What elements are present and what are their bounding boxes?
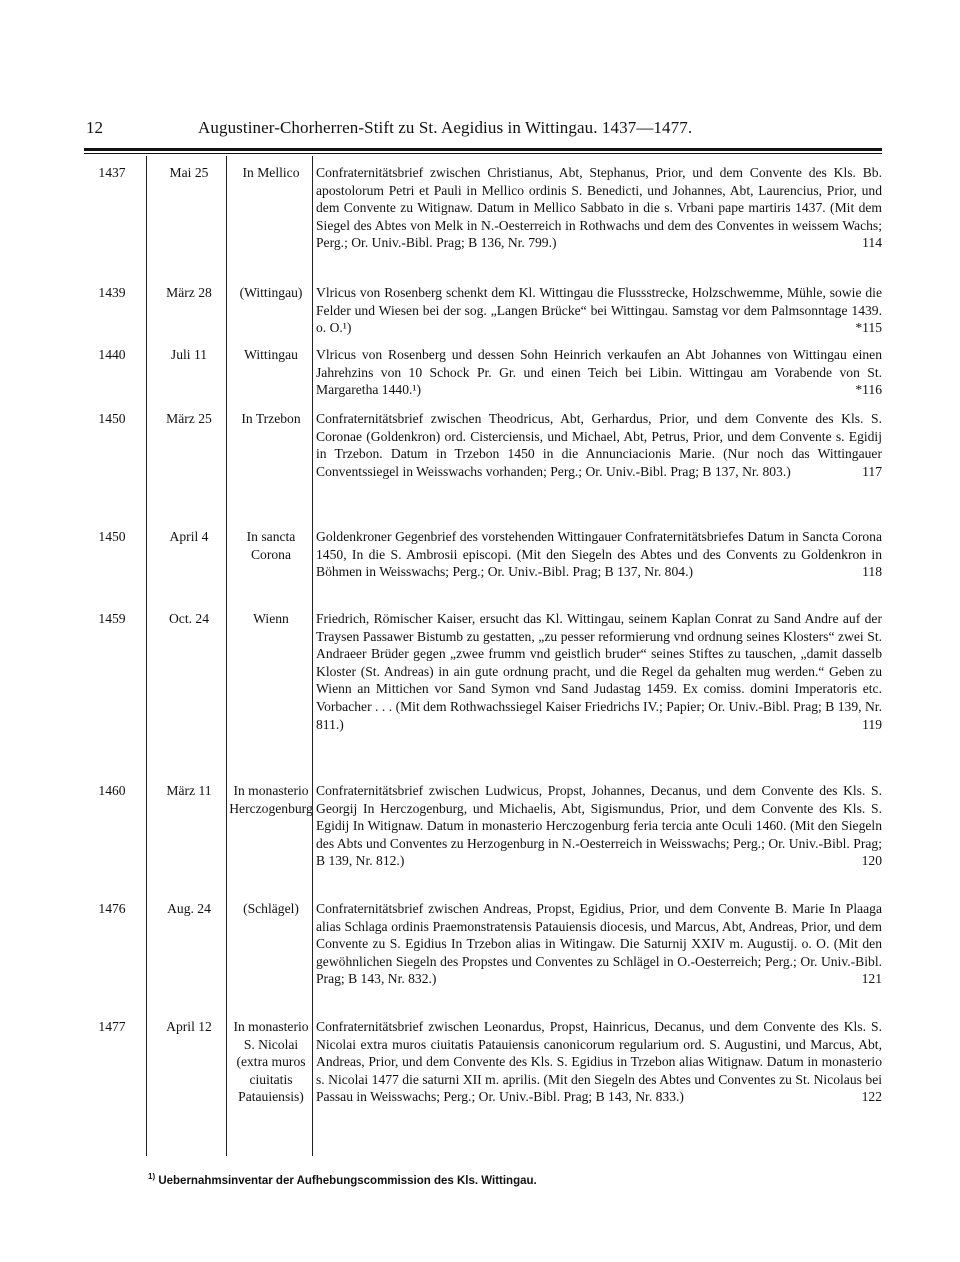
header-rule-thin: [84, 153, 882, 154]
running-title: Augustiner-Chorherren-Stift zu St. Aegidius in Wittingau. 1437—1477.: [198, 118, 693, 137]
entry-number: 119: [862, 716, 882, 732]
entry-text: [316, 1018, 882, 1106]
entry-number: 114: [862, 235, 882, 251]
entry-number: 121: [861, 971, 882, 987]
entry-body: Confraternitätsbrief zwischen Christianus, Abt, Stephanus, Prior, und dem Convente des Kls. Bb. apostolorum Petri et Pauli in Mellico ordinis S. Benedicti, und Johannes, Abt, Laurencius, Prior, und dem Convente zu Witignaw. Datum in Mellico Sabbato in die s. Vrbani pape martiris 1437. (Mit dem Siegel des Abtes von Melk in N.-Oesterreich in Rothwachs und dem des Conventes in weissem Wachs; Perg.; Or. Univ.-Bibl. Prag; B 136, Nr. 799.): [316, 165, 882, 251]
entry-number: 122: [861, 1089, 882, 1105]
entry-date: Juli 11: [170, 347, 208, 362]
footnote-text: Uebernahmsinventar der Aufhebungscommission des Kls. Wittingau.: [158, 1174, 537, 1187]
page-number: 12: [86, 118, 103, 137]
entry-body: Friedrich, Römischer Kaiser, ersucht das Kl. Wittingau, seinem Kaplan Conrat zu Sand Andre auf der Traysen Passawer Bistumb zu gestatten, „zu pesser reformierung vnd ordnung seines Klosters“ zwei St. Andraeer Brüder gegen „zwee frumm vnd geistlich bruder“ seines Stiftes zu tauschen, „damit dasselb Kloster (St. Andreas) in ain gute ordnung pracht, und die Regel da gehalten mug werden.“ Geben zu Wienn an Mittichen vor Sand Symon vnd Sand Judastag 1459. Ex comiss. domini Imperatoris etc. Vorbacher . . . (Mit dem Rothwachssiegel Kaiser Friedrichs IV.; Papier; Or. Univ.-Bibl. Prag; B 139, Nr. 811.): [316, 611, 882, 732]
entry-place: In monasterio S. Nicolai (extra muros ciuitatis Patauiensis): [233, 1019, 309, 1105]
entry-date: März 25: [166, 411, 212, 426]
entry-number: 120: [861, 853, 882, 869]
entry-date: Oct. 24: [168, 611, 210, 626]
entry-text: [316, 900, 882, 988]
entry-body: Confraternitätsbrief zwischen Leonardus, Propst, Hainricus, Decanus, und dem Convente des Kls. S. Nicolai extra muros ciuitatis Patauiensis canonicorum regularium ord. S. Augustini, und Marcus, Abt, Andreas, Prior, und dem Convente des Kls. S. Egidius in Trzebon alias Witignaw. Datum in monasterio s. Nicolai 1477 die saturni XII m. aprilis. (Mit den Siegeln des Abtes und Conventes zu St. Nicolaus bei Passau in Weisswachs; Perg.; Or. Univ.-Bibl. Prag; B 143, Nr. 833.): [316, 1019, 882, 1105]
entry-year: 1437: [98, 165, 126, 180]
entry-body: Vlricus von Rosenberg und dessen Sohn Heinrich verkaufen an Abt Johannes von Wittingau einen Jahrehzins von 10 Schock Pr. Gr. und einen Teich bei Libin. Wittingau am Vorabende von St. Margaretha 1440.¹): [316, 347, 882, 398]
entry-number: 118: [862, 564, 882, 580]
entry-place: In monasterio Herczogenburg: [229, 783, 313, 816]
entry-year: 1476: [98, 901, 126, 916]
entry-text: [316, 528, 882, 581]
column-divider-year: [146, 156, 147, 1156]
entry-body: Confraternitätsbrief zwischen Theodricus, Abt, Gerhardus, Prior, und dem Convente des Kls. S. Coronae (Goldenkron) ord. Cisterciensis, und Michael, Abt, Petrus, Prior, und dem Convente s. Egidij in Trzebon. Datum in Trzebon 1450 in die Annunciacionis Marie. (Nur noch das Wittingauer Conventssiegel in Weisswachs vorhanden; Perg.; Or. Univ.-Bibl. Prag; B 137, Nr. 803.): [316, 411, 882, 479]
entry-number: 117: [862, 463, 882, 479]
entry-place: (Schlägel): [243, 901, 299, 916]
entry-body: Goldenkroner Gegenbrief des vorstehenden Wittingauer Confraternitätsbriefes Datum in Sancta Corona 1450, In die S. Ambrosii episcopi. (Mit den Siegeln des Abtes und des Convents zu Goldenkron in Böhmen in Weisswachs; Perg.; Or. Univ.-Bibl. Prag; B 137, Nr. 804.): [316, 529, 882, 580]
entry-date: April 12: [166, 1019, 212, 1034]
entry-place: In Trzebon: [241, 411, 301, 426]
footnote-marker: 1): [148, 1172, 156, 1181]
entry-date: März 11: [166, 783, 212, 798]
entry-year: 1459: [98, 611, 126, 626]
entry-body: Confraternitätsbrief zwischen Andreas, Propst, Egidius, Prior, und dem Convente B. Marie In Plaaga alias Schlaga ordinis Praemonstratensis Patauiensis diocesis, und Marcus, Abt, Andreas, Prior, und dem Convente zu S. Egidius In Trzebon alias in Witingaw. Die Saturnij XXIV m. Augustij. o. O. (Mit den gewöhnlichen Siegeln des Propstes und Conventes zu Schlägel in O.-Oesterreich; Perg.; Or. Univ.-Bibl. Prag; B 143, Nr. 832.): [316, 901, 882, 987]
entry-place: In sancta Corona: [246, 529, 296, 562]
entry-date: April 4: [169, 529, 209, 544]
column-divider-date: [226, 156, 227, 1156]
entry-year: 1450: [98, 529, 126, 544]
entry-year: 1450: [98, 411, 126, 426]
entry-place: In Mellico: [242, 165, 300, 180]
entry-text: [316, 782, 882, 870]
entry-place: (Wittingau): [239, 285, 303, 300]
entry-year: 1460: [98, 783, 126, 798]
entry-text: [316, 164, 882, 252]
entry-number: *116: [855, 382, 882, 398]
entry-date: Aug. 24: [167, 901, 211, 916]
entry-text: [316, 284, 882, 337]
entry-body: Confraternitätsbrief zwischen Ludwicus, Propst, Johannes, Decanus, und dem Convente des Kls. S. Georgij In Herczogenburg, und Michaelis, Abt, Sigismundus, Prior, und dem Convente des Kls. S. Egidij In Witignaw. Datum in monasterio Herczogenburg feria tercia ante Oculi 1460. (Mit den Siegeln des Abts und Conventes zu Herzogenburg in N.-Oesterreich in Weisswachs; Perg.; Or. Univ.-Bibl. Prag; B 139, Nr. 812.): [316, 783, 882, 869]
entry-place: Wittingau: [244, 347, 298, 362]
entry-text: [316, 410, 882, 480]
footnote: [148, 1172, 537, 1187]
header-rule-thick: [84, 148, 882, 151]
entry-number: *115: [855, 320, 882, 336]
entry-place: Wienn: [253, 611, 289, 626]
entry-text: [316, 346, 882, 399]
entry-year: 1440: [98, 347, 126, 362]
entry-body: Vlricus von Rosenberg schenkt dem Kl. Wittingau die Flussstrecke, Holzschwemme, Mühle, sowie die Felder und Wiesen bei der sog. „Langen Brücke“ bei Wittingau. Samstag vor dem Palmsonntage 1439. o. O.¹): [316, 285, 882, 336]
entry-year: 1439: [98, 285, 126, 300]
column-divider-place: [312, 156, 313, 1156]
entry-date: März 28: [166, 285, 212, 300]
entry-text: [316, 610, 882, 733]
entry-date: Mai 25: [169, 165, 209, 180]
entry-year: 1477: [98, 1019, 126, 1034]
